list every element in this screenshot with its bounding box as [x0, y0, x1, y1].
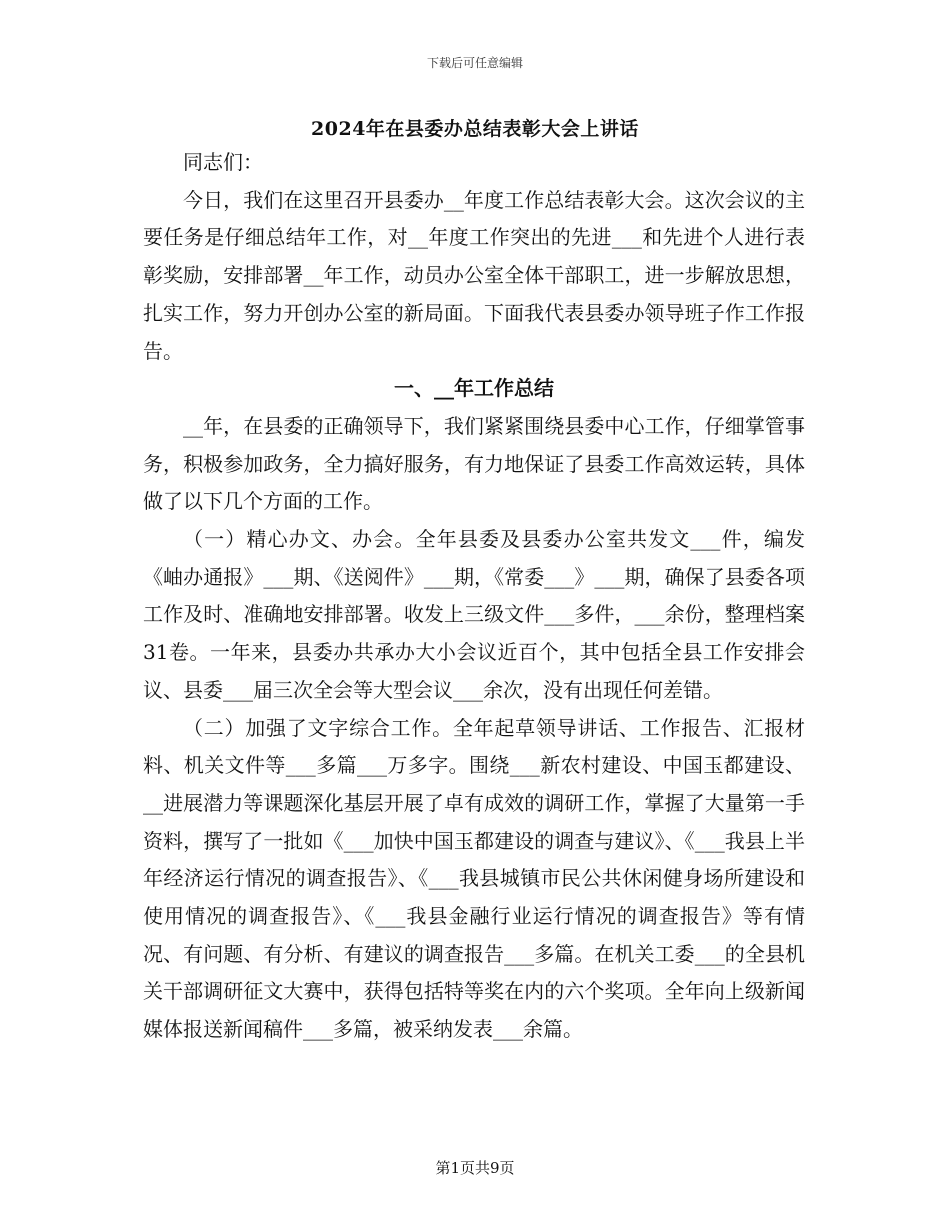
intro-paragraph: 今日，我们在这里召开县委办__年度工作总结表彰大会。这次会议的主要任务是仔细总结年工作，对__年度工作突出的先进___和先进个人进行表彰奖励，安排部署__年工作，动员办公室全体干部职工，进一步解放思想，扎实工作，努力开创办公室的新局面。下面我代表县委办领导班子作工作报告。 [143, 187, 805, 363]
item-1-paragraph: （一）精心办文、办会。全年县委及县委办公室共发文___件，编发《岫办通报》___期、《送阅件》___期，《常委___》___期，确保了县委各项工作及时、准确地安排部署。收发上三级文件___多件，___余份，整理档案31卷。一年来，县委办共承办大小会议近百个，其中包括全县工作安排会议、县委___届三次全会等大型会议___余次，没有出现任何差错。 [143, 527, 805, 702]
header-note: 下载后可任意编辑 [426, 56, 523, 70]
salutation: 同志们： [183, 150, 263, 174]
document-body [143, 144, 805, 1049]
page-footer: 第1页共9页 [435, 1159, 515, 1177]
document-title: 2024年在县委办总结表彰大会上讲话 [311, 118, 639, 140]
item-2-paragraph: （二）加强了文字综合工作。全年起草领导讲话、工作报告、汇报材料、机关文件等___多篇___万多字。围绕___新农村建设、中国玉都建设、__进展潜力等课题深化基层开展了卓有成效的调研工作，掌握了大量第一手资料，撰写了一批如《___加快中国玉都建设的调查与建议》、《___我县上半年经济运行情况的调查报告》、《___我县城镇市民公共休闲健身场所建设和使用情况的调查报告》、《___我县金融行业运行情况的调查报告》等有情况、有问题、有分析、有建议的调查报告___多篇。在机关工委___的全县机关干部调研征文大赛中，获得包括特等奖在内的六个奖项。全年向上级新闻媒体报送新闻稿件___多篇，被采纳发表___余篇。 [143, 715, 805, 1042]
section-intro-paragraph: __年，在县委的正确领导下，我们紧紧围绕县委中心工作，仔细掌管事务，积极参加政务，全力搞好服务，有力地保证了县委工作高效运转，具体做了以下几个方面的工作。 [143, 413, 805, 514]
section-heading: 一、__年工作总结 [394, 376, 554, 401]
